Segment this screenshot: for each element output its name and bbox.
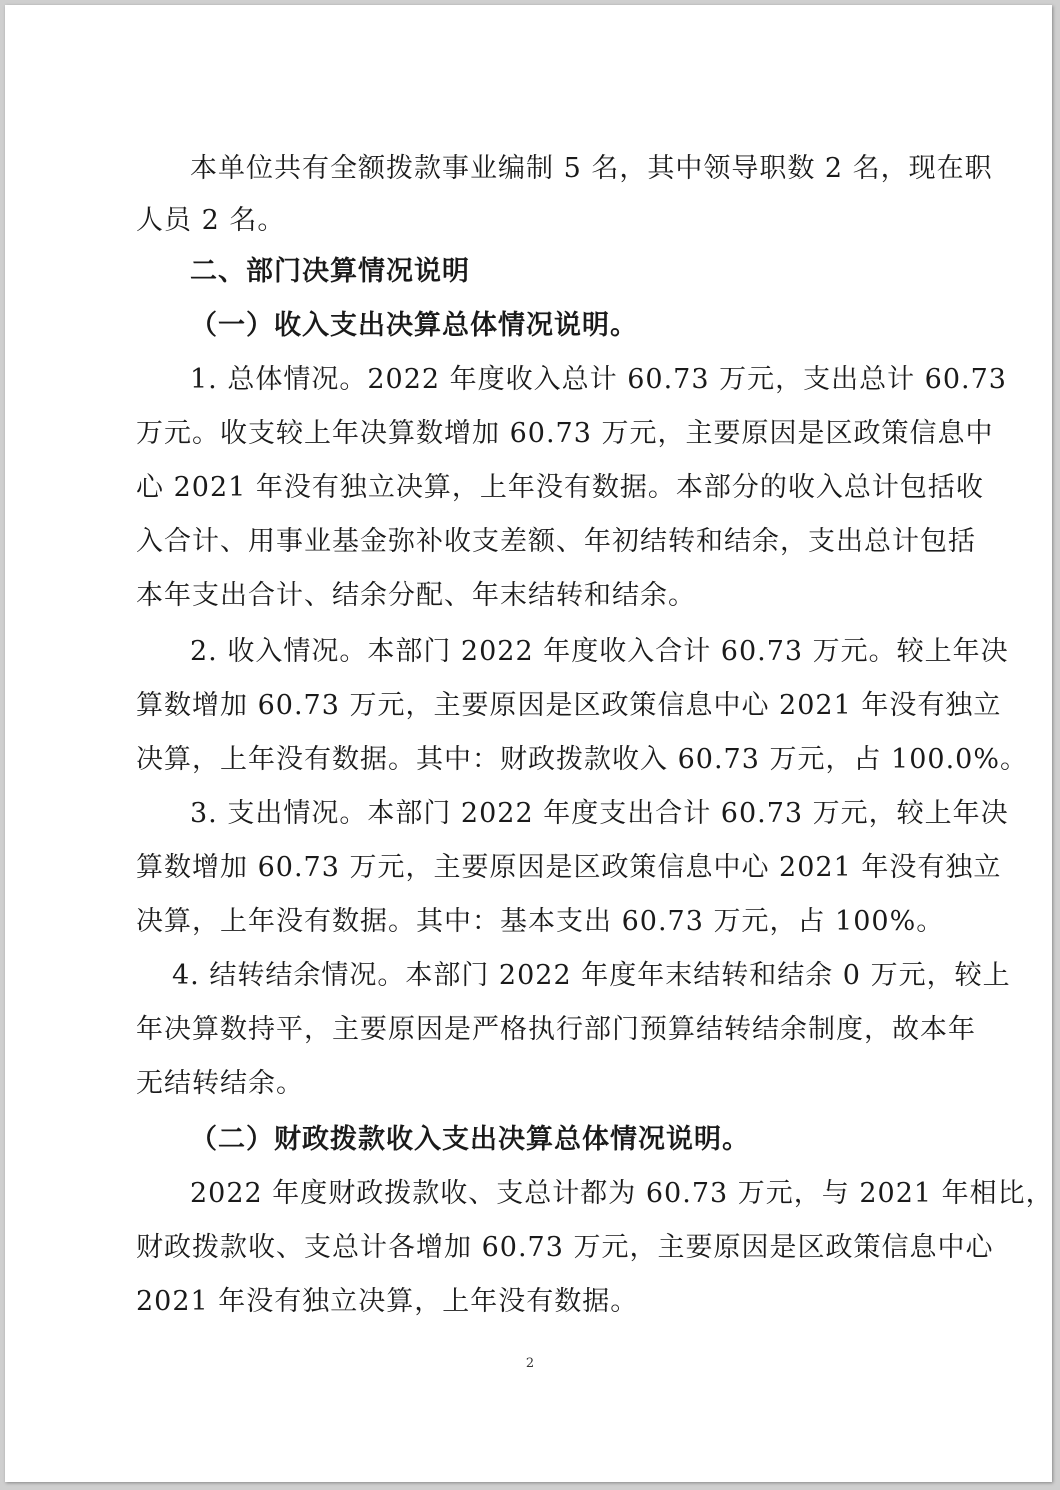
paragraph-carryover-line-3: 无结转结余。: [136, 1068, 304, 1099]
paragraph-fiscal-line-3: 2021 年没有独立决算，上年没有数据。: [136, 1286, 639, 1317]
paragraph-expense-line-3: 决算，上年没有数据。其中：基本支出 60.73 万元，占 100%。: [136, 906, 945, 937]
paragraph-overall-line-2: 万元。收支较上年决算数增加 60.73 万元，主要原因是区政策信息中: [136, 418, 994, 449]
paragraph-carryover-line-2: 年决算数持平，主要原因是严格执行部门预算结转结余制度，故本年: [136, 1014, 976, 1045]
paragraph-overall-line-4: 入合计、用事业基金弥补收支差额、年初结转和结余，支出总计包括: [136, 526, 976, 557]
section-heading-2: 二、部门决算情况说明: [190, 256, 470, 287]
paragraph-overall-line-3: 心 2021 年没有独立决算，上年没有数据。本部分的收入总计包括收: [136, 472, 984, 503]
paragraph-income-line-1: 2. 收入情况。本部门 2022 年度收入合计 60.73 万元。较上年决: [190, 636, 1009, 667]
subsection-heading-2: （二）财政拨款收入支出决算总体情况说明。: [190, 1124, 750, 1155]
paragraph-staffing-line-1: 本单位共有全额拨款事业编制 5 名，其中领导职数 2 名，现在职: [190, 153, 993, 184]
paragraph-expense-line-2: 算数增加 60.73 万元，主要原因是区政策信息中心 2021 年没有独立: [136, 852, 1002, 883]
page-number: 2: [525, 1356, 535, 1371]
paragraph-income-line-3: 决算，上年没有数据。其中：财政拨款收入 60.73 万元，占 100.0%。: [136, 744, 1028, 775]
paragraph-income-line-2: 算数增加 60.73 万元，主要原因是区政策信息中心 2021 年没有独立: [136, 690, 1002, 721]
paragraph-overall-line-1: 1. 总体情况。2022 年度收入总计 60.73 万元，支出总计 60.73: [190, 364, 1007, 395]
paragraph-fiscal-line-2: 财政拨款收、支总计各增加 60.73 万元，主要原因是区政策信息中心: [136, 1232, 994, 1263]
paragraph-carryover-line-1: 4. 结转结余情况。本部门 2022 年度年末结转和结余 0 万元，较上: [172, 960, 1011, 991]
subsection-heading-1: （一）收入支出决算总体情况说明。: [190, 310, 638, 341]
paragraph-staffing-line-2: 人员 2 名。: [136, 205, 286, 236]
paragraph-expense-line-1: 3. 支出情况。本部门 2022 年度支出合计 60.73 万元，较上年决: [190, 798, 1009, 829]
paragraph-fiscal-line-1: 2022 年度财政拨款收、支总计都为 60.73 万元，与 2021 年相比，: [190, 1178, 1054, 1209]
paragraph-overall-line-5: 本年支出合计、结余分配、年末结转和结余。: [136, 580, 696, 611]
